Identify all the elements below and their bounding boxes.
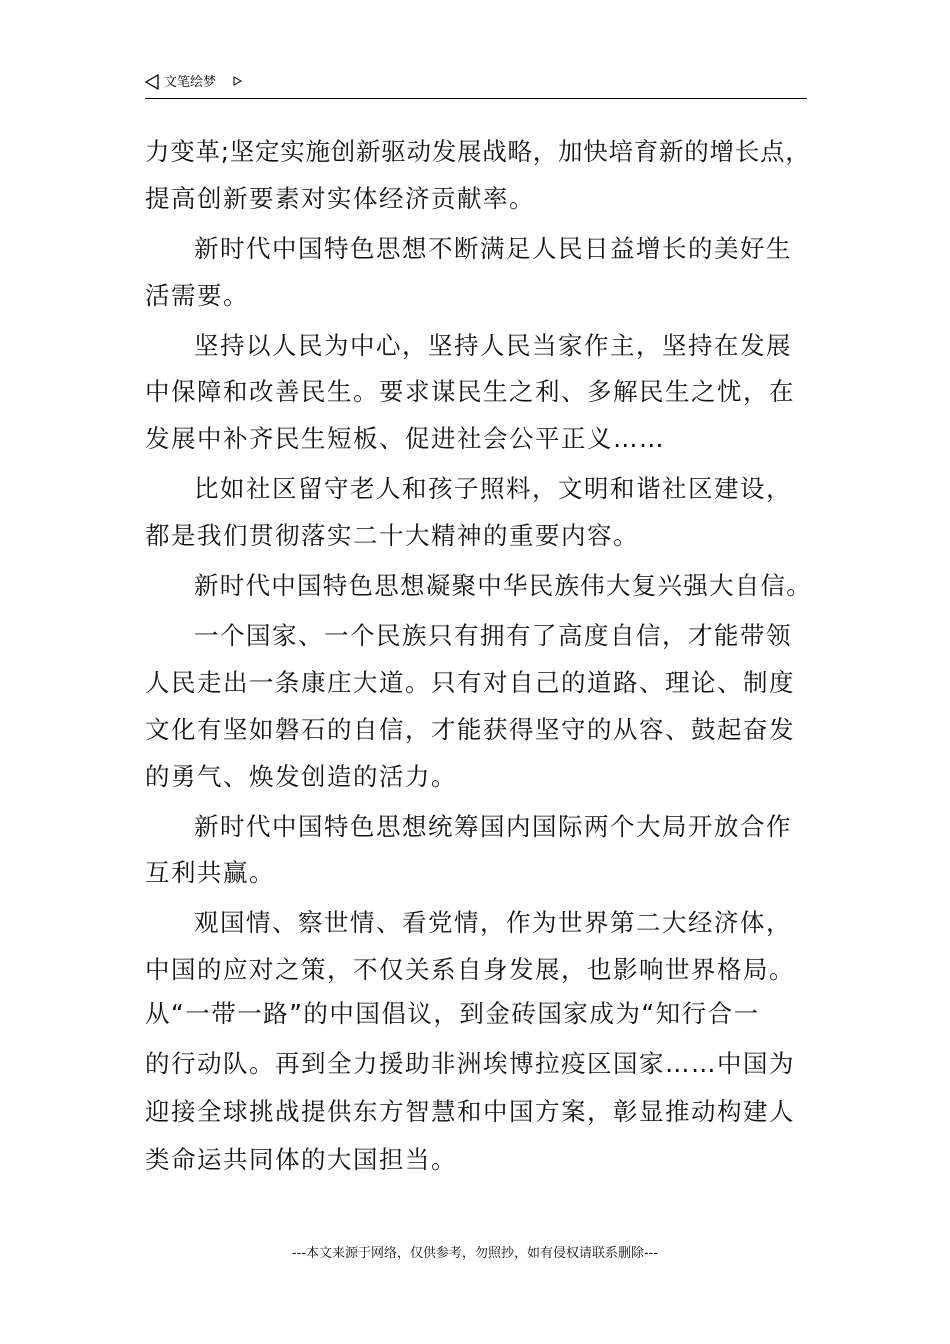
page-header [145,72,807,99]
text-line: 力变革;坚定实施创新驱动发展战略，加快培育新的增长点， [145,137,811,166]
text-line: 活需要。 [145,281,249,310]
header-brand: 文笔绘梦 [164,75,217,90]
text-line: 中保障和改善民生。要求谋民生之利、多解民生之忧，在 [145,377,795,406]
text-line: 类命运共同体的大国担当。 [145,1145,457,1174]
text-line: 的勇气、焕发创造的活力。 [145,762,457,791]
text-line: 坚持以人民为中心，坚持人民当家作主，坚持在发展 [194,331,792,360]
text-line: 人民走出一条康庄大道。只有对自己的道路、理论、制度 [145,668,795,697]
text-line: 比如社区留守老人和孩子照料，文明和谐社区建设， [194,474,792,503]
text-line: 互利共赢。 [145,858,275,887]
text-line: 发展中补齐民生短板、促进社会公平正义…… [145,424,665,453]
text-line: 提高创新要素对实体经济贡献率。 [145,184,535,213]
text-line: 中国的应对之策，不仅关系自身发展，也影响世界格局。 [145,955,795,984]
text-line: 文化有坚如磐石的自信，才能获得坚守的从容、鼓起奋发 [145,715,795,744]
text-line: 新时代中国特色思想不断满足人民日益增长的美好生 [194,234,792,263]
text-line: 观国情、察世情、看党情，作为世界第二大经济体， [194,908,792,937]
triangle-right-icon [233,76,242,86]
text-line: 从“一带一路”的中国倡议，到金砖国家成为“知行合一 [145,999,760,1028]
text-line: 都是我们贯彻落实二十大精神的重要内容。 [145,521,639,550]
text-line: 新时代中国特色思想统筹国内国际两个大局开放合作 [194,812,792,841]
triangle-left-icon [145,74,159,90]
text-line: 一个国家、一个民族只有拥有了高度自信，才能带领 [194,621,792,650]
text-line: 新时代中国特色思想凝聚中华民族伟大复兴强大自信。 [194,571,812,600]
page-footer: ---本文来源于网络，仅供参考，勿照抄，如有侵权请联系删除--- [291,1246,659,1261]
text-line: 的行动队。再到全力援助非洲埃博拉疫区国家……中国为 [145,1049,795,1078]
text-line: 迎接全球挑战提供东方智慧和中国方案，彰显推动构建人 [145,1097,795,1126]
